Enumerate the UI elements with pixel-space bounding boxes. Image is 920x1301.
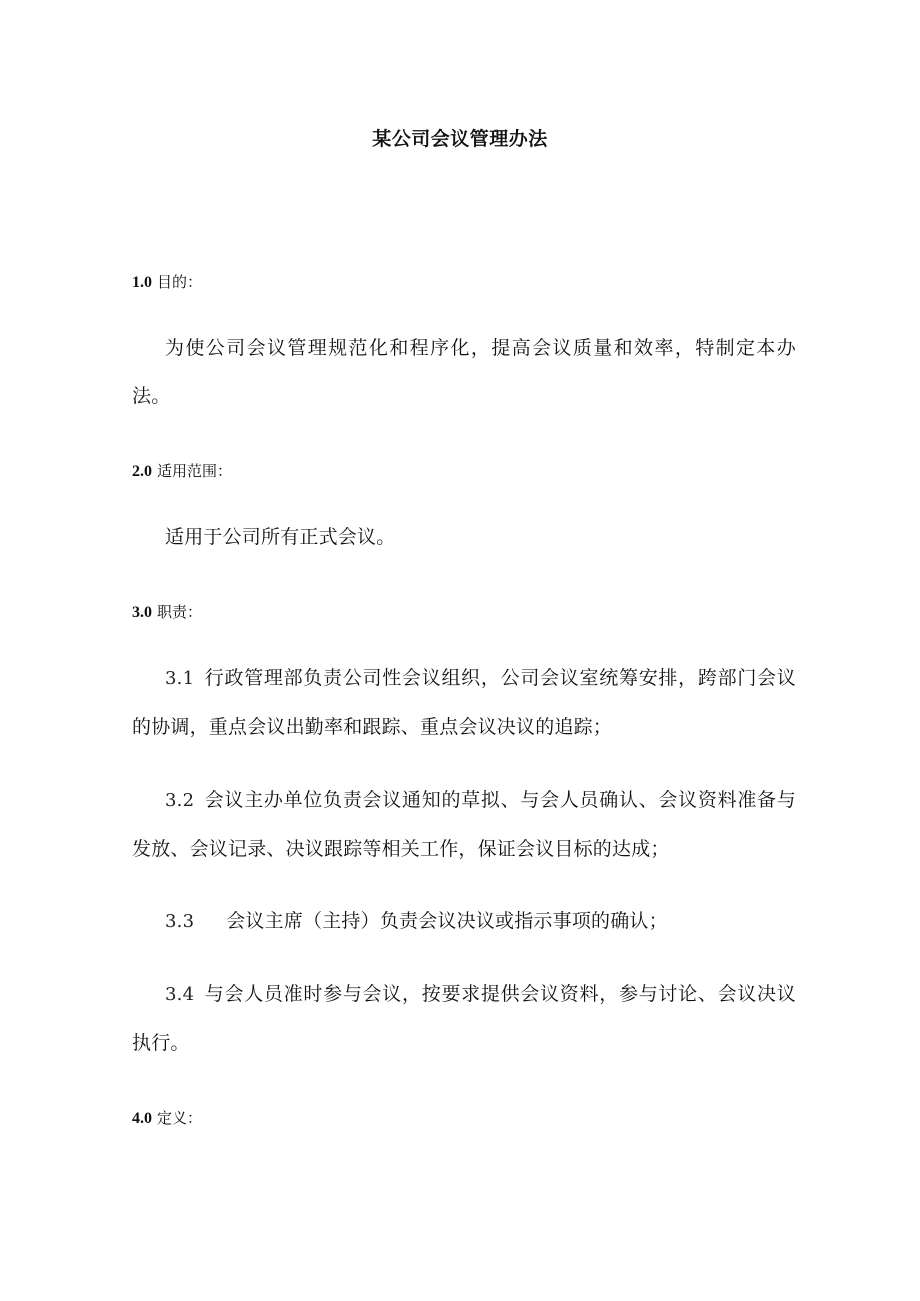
section-heading-scope — [132, 461, 232, 482]
duty-text: 会议主席（主持）负责会议决议或指示事项的确认； — [226, 910, 668, 932]
duty-item-3-4 — [132, 970, 796, 1067]
section-label: 适用范围： — [157, 462, 233, 480]
duty-number: 3.4 — [165, 984, 195, 1005]
document-title: 某公司会议管理办法 — [372, 128, 548, 150]
duty-text: 与会人员准时参与会议，按要求提供会议资料，参与讨论、会议决议执行。 — [132, 983, 796, 1054]
section-heading-purpose — [132, 272, 202, 293]
section-label: 职责： — [157, 603, 203, 621]
section-number: 2.0 — [132, 463, 152, 480]
section-number: 1.0 — [132, 274, 152, 291]
duty-number: 3.2 — [165, 790, 195, 811]
duty-text: 行政管理部负责公司性会议组织，公司会议室统筹安排，跨部门会议的协调，重点会议出勤率和跟踪、重点会议决议的追踪； — [132, 667, 796, 738]
duty-item-3-3 — [132, 897, 796, 946]
section-heading-duties — [132, 602, 202, 623]
purpose-paragraph: 为使公司会议管理规范化和程序化，提高会议质量和效率，特制定本办法。 — [132, 337, 796, 407]
section-number: 3.0 — [132, 604, 152, 621]
section-label: 目的： — [157, 273, 203, 291]
section-number: 4.0 — [132, 1110, 152, 1127]
duty-number: 3.3 — [165, 911, 195, 932]
duty-item-3-1 — [132, 654, 796, 751]
duty-text: 会议主办单位负责会议通知的草拟、与会人员确认、会议资料准备与发放、会议记录、决议跟踪等相关工作，保证会议目标的达成； — [132, 789, 796, 860]
scope-paragraph: 适用于公司所有正式会议。 — [165, 526, 396, 548]
duty-item-3-2 — [132, 776, 796, 873]
section-label: 定义： — [157, 1109, 203, 1127]
duty-number: 3.1 — [165, 668, 195, 689]
section-heading-definitions — [132, 1108, 202, 1129]
